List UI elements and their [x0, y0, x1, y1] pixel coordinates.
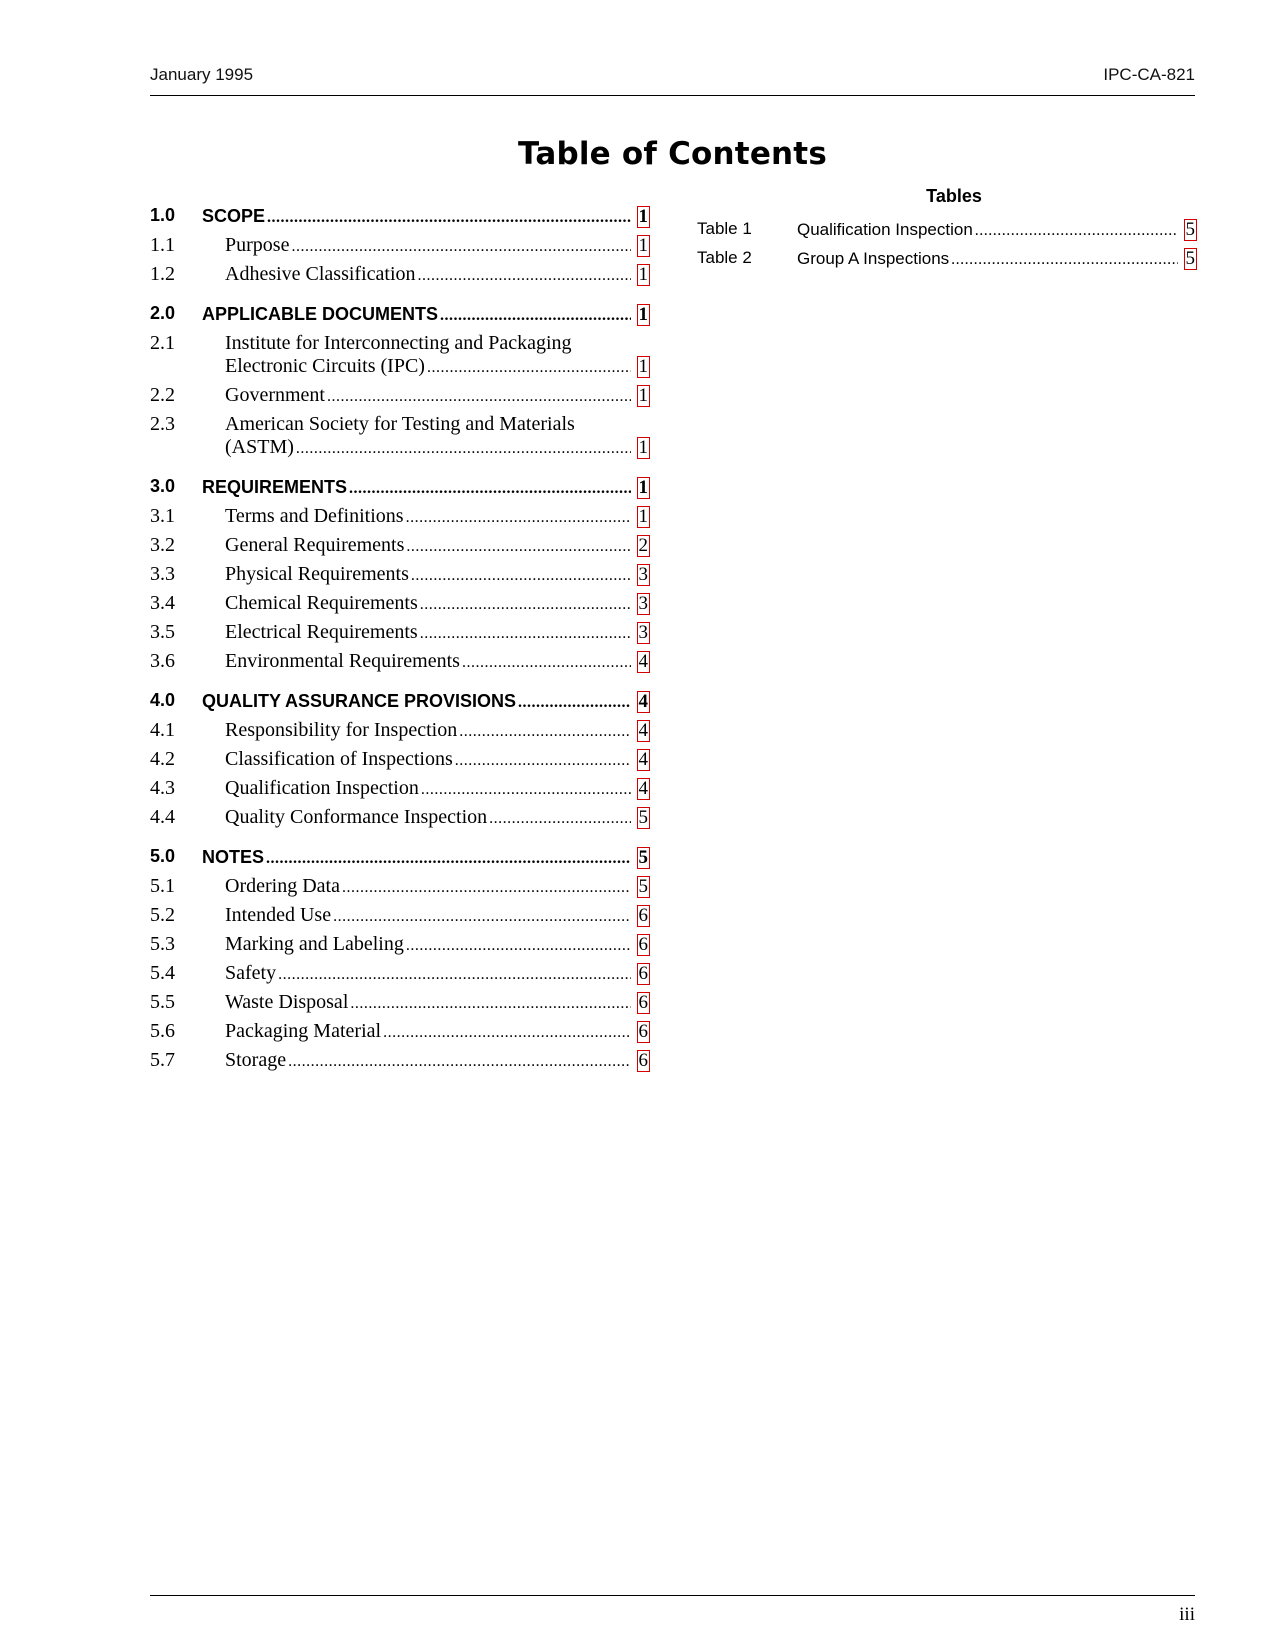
toc-label: QUALITY ASSURANCE PROVISIONS — [202, 691, 517, 711]
toc-entry-1-2 — [150, 263, 650, 292]
toc-label: Quality Conformance Inspection — [225, 806, 488, 828]
toc-entry-4-0 — [150, 690, 650, 719]
dot-leader — [421, 778, 631, 801]
toc-number: 4.2 — [150, 748, 175, 770]
toc-entry-5-0 — [150, 846, 650, 875]
toc-label: Terms and Definitions — [225, 505, 404, 527]
toc-label: Packaging Material — [225, 1020, 382, 1042]
toc-entry-5-6 — [150, 1020, 650, 1049]
toc-entry-5-3 — [150, 933, 650, 962]
toc-section-1 — [150, 205, 650, 292]
page-link[interactable]: 6 — [638, 1050, 648, 1071]
page-link[interactable]: 1 — [638, 385, 648, 406]
toc-label: Purpose — [225, 234, 290, 256]
toc-entry-2-3 — [150, 413, 650, 465]
toc-number: 1.2 — [150, 263, 175, 285]
page-number: iii — [1179, 1604, 1195, 1625]
toc-label: SCOPE — [202, 206, 266, 226]
toc-entry-3-4 — [150, 592, 650, 621]
toc-number: 3.1 — [150, 505, 175, 527]
toc-label: Electronic Circuits (IPC) — [225, 355, 425, 377]
page-link[interactable]: 4 — [638, 691, 648, 712]
toc-label: Responsibility for Inspection — [225, 719, 458, 741]
toc-entry-3-2 — [150, 534, 650, 563]
toc-label: NOTES — [202, 847, 265, 867]
toc-label: Intended Use — [225, 904, 332, 926]
dot-leader — [518, 691, 630, 714]
dot-leader — [489, 807, 630, 830]
dot-leader — [975, 222, 1178, 240]
toc-label: Physical Requirements — [225, 563, 409, 585]
toc-entry-1-1 — [150, 234, 650, 263]
toc-label: Electrical Requirements — [225, 621, 418, 643]
page-link[interactable]: 1 — [638, 477, 648, 498]
page-title: Table of Contents — [518, 136, 827, 172]
dot-leader — [418, 264, 631, 287]
tables-heading: Tables — [926, 186, 982, 206]
dot-leader — [951, 251, 1177, 269]
header-document-id: IPC-CA-821 — [1103, 65, 1195, 84]
toc-entry-1-0 — [150, 205, 650, 234]
page-link[interactable]: 1 — [638, 304, 648, 325]
dot-leader — [420, 622, 631, 645]
dot-leader — [278, 963, 630, 986]
toc-entry-3-6 — [150, 650, 650, 679]
toc-entry-2-2 — [150, 384, 650, 413]
toc-entry-2-0 — [150, 303, 650, 332]
toc-label: REQUIREMENTS — [202, 477, 348, 497]
table-entry-1 — [697, 219, 1197, 248]
toc-label: Chemical Requirements — [225, 592, 418, 614]
toc-number: 1.0 — [150, 205, 176, 225]
toc-number: 5.5 — [150, 991, 175, 1013]
page-link[interactable]: 1 — [638, 264, 648, 285]
toc-number: 2.1 — [150, 332, 175, 354]
dot-leader — [420, 593, 631, 616]
toc-section-4 — [150, 690, 650, 835]
toc-label-line-1: American Society for Testing and Materials — [225, 413, 575, 435]
toc-label: Storage — [225, 1049, 287, 1071]
toc-label-line-1: Institute for Interconnecting and Packaging — [225, 332, 572, 354]
toc-number: 5.4 — [150, 962, 175, 984]
table-number: Table 2 — [697, 248, 752, 267]
dot-leader — [327, 385, 631, 408]
toc-entry-2-1 — [150, 332, 650, 384]
toc-entry-5-4 — [150, 962, 650, 991]
toc-number: 3.3 — [150, 563, 175, 585]
page-link[interactable]: 3 — [638, 622, 648, 643]
page-link[interactable]: 1 — [638, 356, 648, 377]
page-link[interactable]: 3 — [638, 564, 648, 585]
page-header — [150, 63, 1195, 96]
page-link[interactable]: 5 — [1185, 219, 1195, 240]
dot-leader — [406, 506, 631, 529]
toc-entry-3-5 — [150, 621, 650, 650]
page-link[interactable]: 1 — [638, 206, 648, 227]
toc-label: (ASTM) — [225, 436, 294, 458]
toc-number: 3.6 — [150, 650, 175, 672]
toc-number: 5.2 — [150, 904, 175, 926]
page-link[interactable]: 5 — [638, 847, 648, 868]
header-date: January 1995 — [150, 65, 254, 84]
toc-label: Marking and Labeling — [225, 933, 404, 955]
toc-entry-5-7 — [150, 1049, 650, 1078]
dot-leader — [406, 934, 631, 957]
page-link[interactable]: 6 — [638, 1021, 648, 1042]
toc-number: 3.5 — [150, 621, 175, 643]
page-link[interactable]: 1 — [638, 437, 648, 458]
dot-leader — [462, 651, 631, 674]
dot-leader — [266, 847, 630, 870]
page-link[interactable]: 6 — [638, 934, 648, 955]
page-link[interactable]: 6 — [638, 992, 648, 1013]
page-link[interactable]: 6 — [638, 905, 648, 926]
toc-number: 5.6 — [150, 1020, 175, 1042]
toc-label: Classification of Inspections — [225, 748, 453, 770]
toc-entry-4-3 — [150, 777, 650, 806]
page-link[interactable]: 4 — [638, 749, 648, 770]
toc-label: Environmental Requirements — [225, 650, 460, 672]
table-number: Table 1 — [697, 219, 752, 238]
page-link[interactable]: 4 — [638, 778, 648, 799]
toc-entry-5-5 — [150, 991, 650, 1020]
toc-section-3 — [150, 476, 650, 679]
dot-leader — [427, 356, 631, 379]
toc-entry-4-1 — [150, 719, 650, 748]
toc-entry-3-1 — [150, 505, 650, 534]
table-label: Group A Inspections — [797, 249, 950, 268]
dot-leader — [411, 564, 631, 587]
toc-number: 2.2 — [150, 384, 175, 406]
dot-leader — [333, 905, 630, 928]
dot-leader — [406, 535, 630, 558]
page-link[interactable]: 1 — [638, 235, 648, 256]
dot-leader — [349, 477, 630, 500]
page-link[interactable]: 5 — [638, 807, 648, 828]
toc-number: 4.4 — [150, 806, 175, 828]
toc-entry-4-4 — [150, 806, 650, 835]
toc-number: 4.0 — [150, 690, 176, 710]
contents-list — [150, 205, 650, 1089]
toc-entry-5-1 — [150, 875, 650, 904]
toc-number: 3.0 — [150, 476, 176, 496]
toc-number: 3.4 — [150, 592, 175, 614]
toc-section-5 — [150, 846, 650, 1078]
dot-leader — [291, 235, 630, 258]
dot-leader — [459, 720, 630, 743]
toc-label: General Requirements — [225, 534, 405, 556]
dot-leader — [350, 992, 630, 1015]
page-link[interactable]: 2 — [638, 535, 648, 556]
toc-label: Ordering Data — [225, 875, 340, 897]
table-entry-2 — [697, 248, 1197, 277]
toc-section-2 — [150, 303, 650, 465]
toc-entry-3-3 — [150, 563, 650, 592]
page-link[interactable]: 4 — [638, 651, 648, 672]
toc-label: Adhesive Classification — [225, 263, 416, 285]
toc-number: 5.3 — [150, 933, 175, 955]
page-link[interactable]: 1 — [638, 506, 648, 527]
toc-number: 2.3 — [150, 413, 175, 435]
toc-number: 2.0 — [150, 303, 176, 323]
table-label: Qualification Inspection — [797, 220, 973, 239]
dot-leader — [342, 876, 631, 899]
toc-number: 4.3 — [150, 777, 175, 799]
toc-label: Safety — [225, 962, 277, 984]
dot-leader — [440, 304, 630, 327]
toc-number: 3.2 — [150, 534, 175, 556]
toc-label: APPLICABLE DOCUMENTS — [202, 304, 439, 324]
page-footer — [150, 1595, 1195, 1625]
dot-leader — [288, 1050, 630, 1073]
dot-leader — [296, 437, 631, 460]
toc-label: Qualification Inspection — [225, 777, 419, 799]
toc-label: Government — [225, 384, 325, 406]
tables-list — [697, 186, 1197, 277]
toc-number: 5.0 — [150, 846, 176, 866]
page-link[interactable]: 5 — [1185, 248, 1195, 269]
toc-entry-4-2 — [150, 748, 650, 777]
toc-label: Waste Disposal — [225, 991, 349, 1013]
dot-leader — [455, 749, 631, 772]
toc-number: 5.1 — [150, 875, 175, 897]
page-link[interactable]: 6 — [638, 963, 648, 984]
page-link[interactable]: 3 — [638, 593, 648, 614]
page-link[interactable]: 5 — [638, 876, 648, 897]
toc-number: 4.1 — [150, 719, 175, 741]
toc-number: 1.1 — [150, 234, 175, 256]
dot-leader — [383, 1021, 630, 1044]
toc-entry-5-2 — [150, 904, 650, 933]
page-link[interactable]: 4 — [638, 720, 648, 741]
dot-leader — [267, 206, 630, 229]
toc-entry-3-0 — [150, 476, 650, 505]
toc-number: 5.7 — [150, 1049, 175, 1071]
